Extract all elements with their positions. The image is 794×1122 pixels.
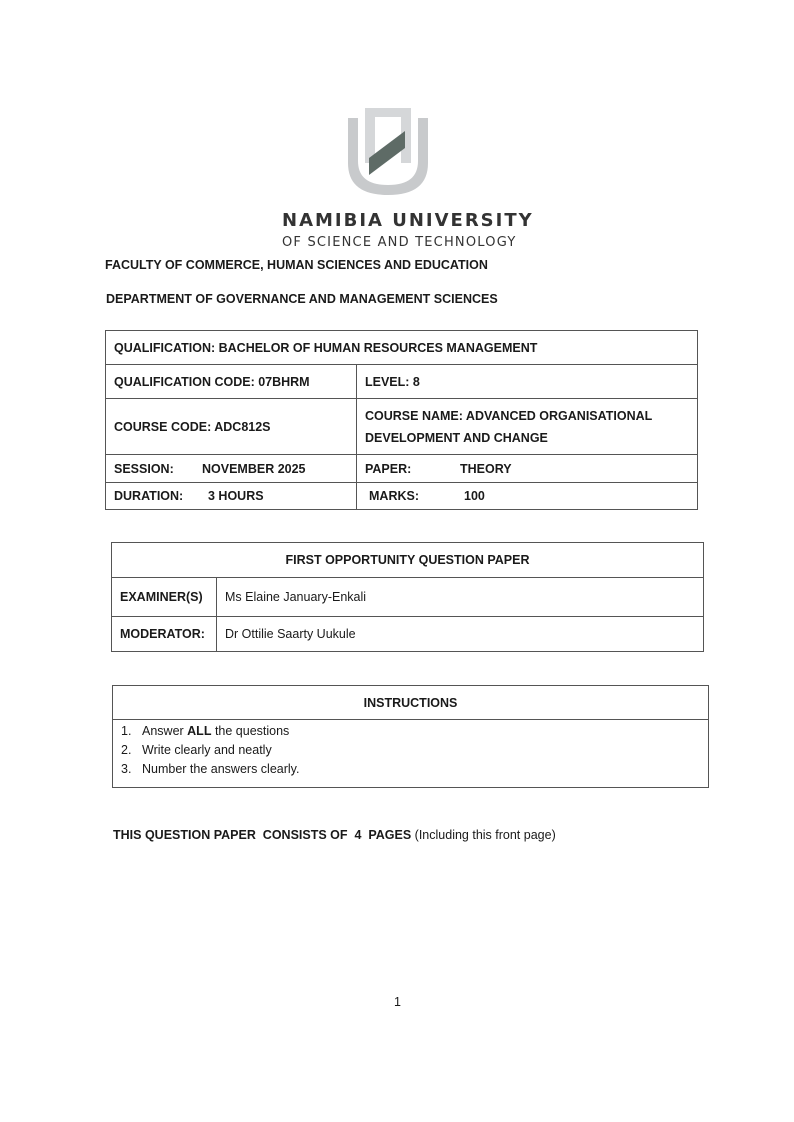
instruction-item [121, 722, 700, 741]
marks-label: MARKS: [369, 489, 419, 503]
instruction-text: Write clearly and neatly [142, 743, 272, 757]
instruction-number: 3. [121, 762, 132, 776]
page-count-bold: THIS QUESTION PAPER CONSISTS OF 4 PAGES [113, 828, 412, 842]
course-name-line: COURSE NAME: ADVANCED ORGANISATIONAL [365, 408, 653, 423]
duration-value: 3 HOURS [208, 489, 264, 503]
opportunity-table [111, 542, 704, 652]
duration-cell [106, 483, 357, 510]
instruction-text: the questions [211, 724, 290, 738]
instruction-item [121, 741, 700, 760]
session-cell [106, 455, 357, 483]
instruction-text: Number the answers clearly. [142, 762, 300, 776]
course-details-table [105, 330, 698, 510]
page-count-statement [113, 828, 556, 842]
instruction-number: 1. [121, 724, 132, 738]
moderator-value: Dr Ottilie Saarty Uukule [217, 617, 704, 652]
instruction-text: Answer [142, 724, 188, 738]
university-logo-icon [343, 103, 433, 198]
instructions-list [113, 720, 709, 788]
paper-cell [357, 455, 698, 483]
level-cell: LEVEL: 8 [357, 365, 698, 399]
duration-label: DURATION: [114, 489, 184, 503]
examiner-label: EXAMINER(S) [112, 578, 217, 617]
course-name-line: DEVELOPMENT AND CHANGE [365, 430, 548, 445]
opportunity-title: FIRST OPPORTUNITY QUESTION PAPER [112, 543, 704, 578]
paper-value: THEORY [460, 461, 512, 476]
moderator-label: MODERATOR: [112, 617, 217, 652]
instruction-emphasis: ALL [187, 724, 212, 738]
department-heading: DEPARTMENT OF GOVERNANCE AND MANAGEMENT SCIENCES [106, 292, 498, 306]
instruction-item [121, 760, 700, 779]
university-subtitle: OF SCIENCE AND TECHNOLOGY [282, 235, 517, 250]
university-name: NAMIBIA UNIVERSITY [282, 210, 534, 231]
faculty-heading: FACULTY OF COMMERCE, HUMAN SCIENCES AND EDUCATION [105, 258, 488, 272]
instructions-title: INSTRUCTIONS [113, 686, 709, 720]
page-number: 1 [394, 995, 401, 1009]
instruction-number: 2. [121, 743, 132, 757]
course-code-cell: COURSE CODE: ADC812S [106, 399, 357, 455]
examiner-value: Ms Elaine January-Enkali [217, 578, 704, 617]
page-count-note: (Including this front page) [411, 828, 556, 842]
paper-label: PAPER: [365, 461, 412, 476]
marks-value: 100 [464, 489, 485, 503]
marks-cell [357, 483, 698, 510]
course-name-cell [357, 399, 698, 455]
qualification-code-cell: QUALIFICATION CODE: 07BHRM [106, 365, 357, 399]
session-label: SESSION: [114, 461, 174, 476]
instructions-table [112, 685, 709, 788]
session-value: NOVEMBER 2025 [202, 461, 306, 476]
qualification-cell: QUALIFICATION: BACHELOR OF HUMAN RESOURCES MANAGEMENT [106, 331, 698, 365]
